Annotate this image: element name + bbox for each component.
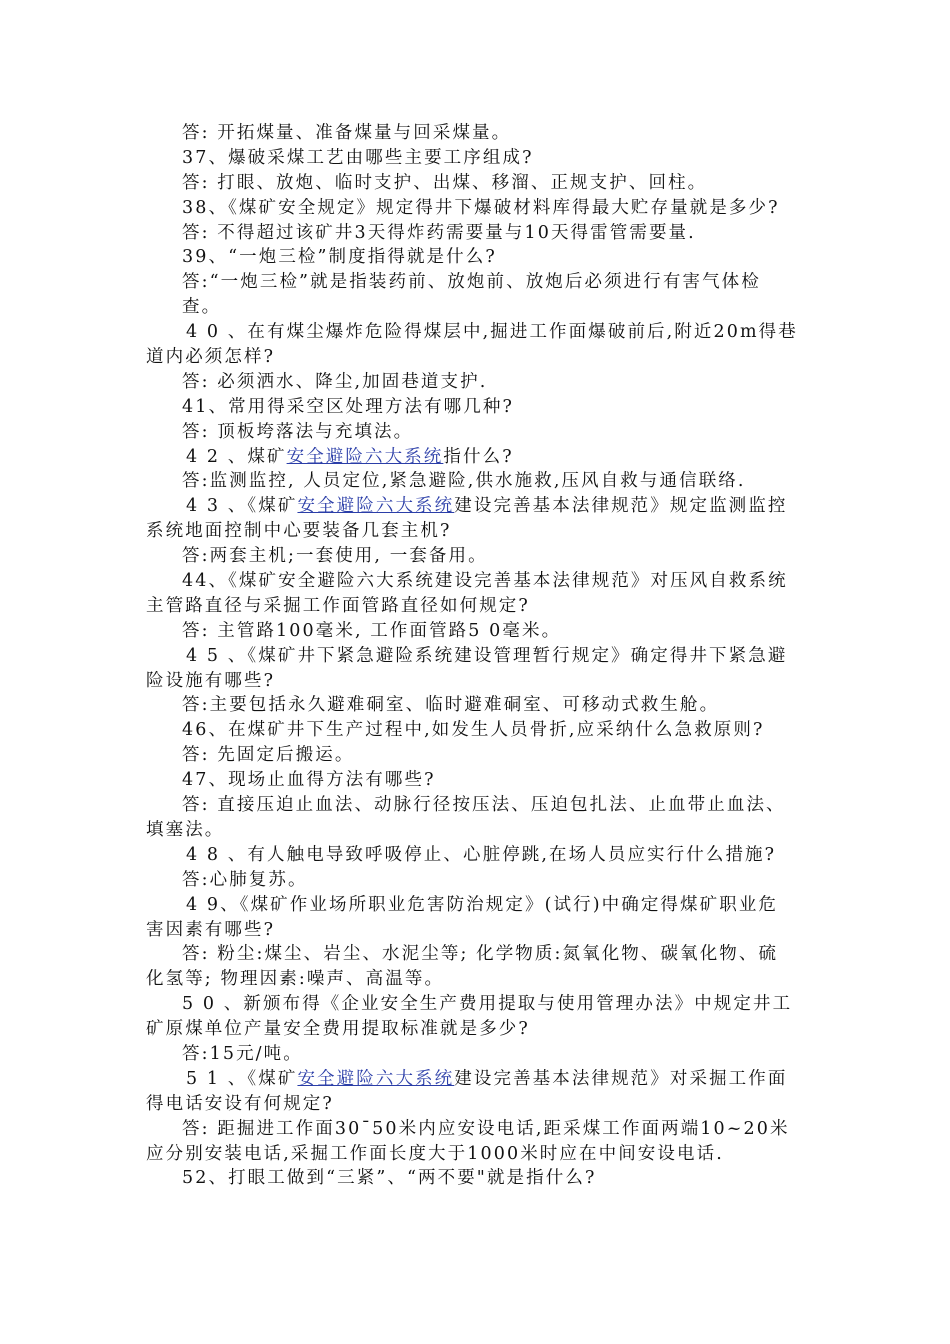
text-line — [146, 992, 806, 1017]
text-segment: 建设完善基本法律规范》规定监测监控 — [454, 496, 788, 517]
text-segment: 险设施有哪些? — [146, 670, 276, 691]
text-segment: 41、常用得采空区处理方法有哪几种? — [182, 396, 514, 417]
text-segment: 4 2 、煤矿 — [186, 446, 287, 467]
text-segment: 答: 先固定后搬运。 — [182, 745, 355, 766]
text-segment: 39、“一炮三检”制度指得就是什么? — [182, 247, 497, 268]
text-line — [146, 295, 806, 320]
text-segment: 37、爆破采煤工艺由哪些主要工序组成? — [182, 147, 534, 168]
text-line — [146, 196, 806, 221]
text-segment: 答: 开拓煤量、准备煤量与回采煤量。 — [182, 123, 512, 143]
text-segment: 52、打眼工做到“三紧”、“两不要"就是指什么? — [182, 1168, 597, 1189]
text-segment: 得电话安设有何规定? — [146, 1093, 334, 1114]
text-segment: 答:监测监控, 人员定位,紧急避险,供水施救,压风自救与通信联络. — [182, 471, 746, 492]
text-line — [146, 171, 806, 196]
text-line — [146, 669, 806, 694]
text-segment: 查。 — [182, 297, 222, 318]
text-line — [146, 146, 806, 171]
text-segment: 答: 直接压迫止血法、动脉行径按压法、压迫包扎法、止血带止血法、 — [182, 795, 786, 816]
text-line — [146, 843, 806, 868]
text-segment: 害因素有哪些? — [146, 919, 276, 940]
text-line — [146, 445, 806, 470]
text-segment: 答:两套主机;一套使用, 一套备用。 — [182, 546, 488, 567]
text-segment: 4 9、《煤矿作业场所职业危害防治规定》(试行)中确定得煤矿职业危 — [186, 894, 779, 915]
text-segment: 答: 不得超过该矿井3天得炸药需要量与10天得雷管需要量. — [182, 222, 696, 243]
text-line — [146, 1067, 806, 1092]
text-line — [146, 245, 806, 270]
text-segment: 4 8 、有人触电导致呼吸停止、心脏停跳,在场人员应实行什么措施? — [186, 844, 777, 865]
text-line — [146, 1092, 806, 1117]
text-segment: 应分别安装电话,采掘工作面长度大于1000米时应在中间安设电话. — [146, 1143, 724, 1164]
text-segment: 44、《煤矿安全避险六大系统建设完善基本法律规范》对压风自救系统 — [182, 571, 788, 592]
text-segment: 答: 必须洒水、降尘,加固巷道支护. — [182, 371, 488, 392]
text-segment: 答:心肺复苏。 — [182, 869, 308, 890]
text-line — [146, 818, 806, 843]
text-line — [146, 420, 806, 445]
text-line — [146, 1166, 806, 1191]
text-line — [146, 345, 806, 370]
text-line — [146, 1142, 806, 1167]
text-line — [146, 320, 806, 345]
text-line — [146, 967, 806, 992]
text-segment: 5 0 、新颁布得《企业安全生产费用提取与使用管理办法》中规定井工 — [182, 994, 793, 1015]
text-line — [146, 868, 806, 893]
text-line — [146, 718, 806, 743]
link-safety-six-systems[interactable]: 安全避险六大系统 — [297, 496, 455, 517]
text-segment: 38、《煤矿安全规定》规定得井下爆破材料库得最大贮存量就是多少? — [182, 197, 780, 218]
text-line — [146, 942, 806, 967]
text-segment: 化氢等; 物理因素:噪声、高温等。 — [146, 969, 445, 990]
text-segment: 答: 打眼、放炮、临时支护、出煤、移溜、正规支护、回柱。 — [182, 172, 708, 193]
text-segment: 道内必须怎样? — [146, 347, 276, 368]
text-segment: 47、现场止血得方法有哪些? — [182, 770, 436, 791]
text-line — [146, 1017, 806, 1042]
text-line — [146, 793, 806, 818]
text-line — [146, 644, 806, 669]
text-line — [146, 519, 806, 544]
text-segment: 答:主要包括永久避难硐室、临时避难硐室、可移动式救生舱。 — [182, 695, 720, 716]
text-line — [146, 221, 806, 246]
text-line — [146, 893, 806, 918]
text-line — [146, 693, 806, 718]
text-line — [146, 1117, 806, 1142]
text-segment: 答:15元/吨。 — [182, 1043, 303, 1064]
text-segment: 5 1 、《煤矿 — [186, 1068, 298, 1089]
text-segment: 4 3 、《煤矿 — [186, 496, 298, 517]
text-line — [146, 743, 806, 768]
text-line — [146, 1042, 806, 1067]
text-segment: 矿原煤单位产量安全费用提取标准就是多少? — [146, 1019, 530, 1040]
text-line — [146, 544, 806, 569]
text-line — [146, 370, 806, 395]
link-safety-six-systems[interactable]: 安全避险六大系统 — [297, 1068, 455, 1089]
text-line — [146, 494, 806, 519]
text-segment: 建设完善基本法律规范》对采掘工作面 — [454, 1068, 788, 1089]
text-segment: 4 0 、在有煤尘爆炸危险得煤层中,掘进工作面爆破前后,附近20m得巷 — [186, 322, 798, 343]
text-segment: 答: 距掘进工作面30¯50米内应安设电话,距采煤工作面两端10~20米 — [182, 1118, 790, 1139]
text-segment: 答: 主管路100毫米, 工作面管路5 0毫米。 — [182, 620, 562, 641]
text-line — [146, 594, 806, 619]
text-line — [146, 121, 806, 146]
text-segment: 主管路直径与采掘工作面管路直径如何规定? — [146, 595, 530, 616]
text-segment: 系统地面控制中心要装备几套主机? — [146, 521, 452, 542]
text-segment: 填塞法。 — [146, 819, 225, 840]
text-line — [146, 569, 806, 594]
text-line — [146, 768, 806, 793]
document-body — [146, 121, 806, 1191]
text-segment: 4 5 、《煤矿井下紧急避险系统建设管理暂行规定》确定得井下紧急避 — [186, 645, 788, 666]
text-segment: 答: 粉尘:煤尘、岩尘、水泥尘等; 化学物质:氮氧化物、碳氧化物、硫 — [182, 944, 779, 965]
link-safety-six-systems[interactable]: 安全避险六大系统 — [286, 446, 444, 467]
text-segment: 46、在煤矿井下生产过程中,如发生人员骨折,应采纳什么急救原则? — [182, 720, 765, 741]
text-line — [146, 469, 806, 494]
text-line — [146, 619, 806, 644]
text-segment: 答: 顶板垮落法与充填法。 — [182, 421, 414, 442]
text-line — [146, 918, 806, 943]
text-segment: 答:“一炮三检”就是指装药前、放炮前、放炮后必须进行有害气体检 — [182, 272, 761, 293]
text-line — [146, 270, 806, 295]
text-line — [146, 395, 806, 420]
text-segment: 指什么? — [443, 446, 514, 467]
